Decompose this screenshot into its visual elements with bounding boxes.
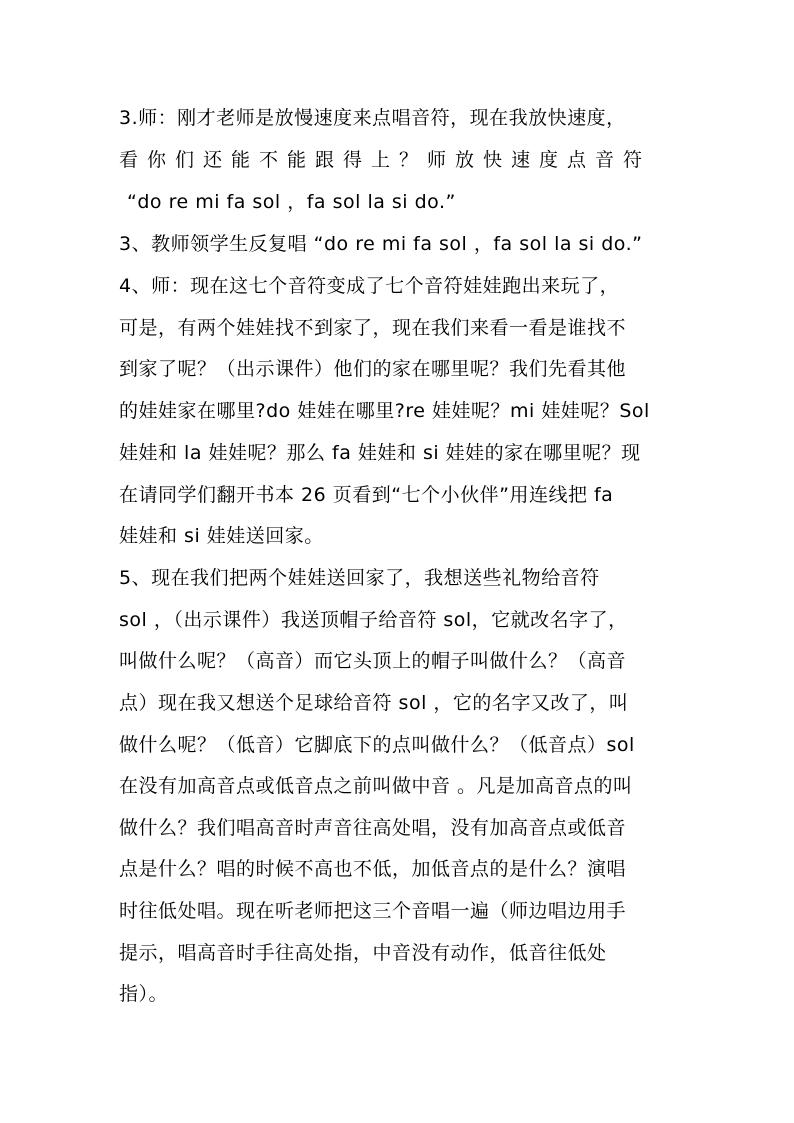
text-line-6: 可是，有两个娃娃找不到家了，现在我们来看一看是谁找不 xyxy=(119,317,627,339)
text-line-14: 叫做什么呢？（高音）而它头顶上的帽子叫做什么？（高音 xyxy=(119,650,627,672)
text-line-1: 3.师：刚才老师是放慢速度来点唱音符，现在我放快速度， xyxy=(119,107,626,129)
text-line-9: 娃娃和 la 娃娃呢？那么 fa 娃娃和 si 娃娃的家在哪里呢？现 xyxy=(119,442,641,464)
text-line-18: 做什么？我们唱高音时声音往高处唱，没有加高音点或低音 xyxy=(119,817,627,839)
text-line-19: 点是什么？唱的时候不高也不低，加低音点的是什么？演唱 xyxy=(119,858,627,880)
text-line-11: 娃娃和 si 娃娃送回家。 xyxy=(119,525,324,547)
text-line-21: 提示，唱高音时手往高处指，中音没有动作，低音往低处 xyxy=(119,942,607,964)
text-line-17: 在没有加高音点或低音点之前叫做中音 。凡是加高音点的叫 xyxy=(119,775,633,797)
text-line-20: 时往低处唱。现在听老师把这三个音唱一遍（师边唱边用手 xyxy=(119,900,627,922)
text-line-4: 3、教师领学生反复唱 “do re mi fa sol ，fa sol la si do.” xyxy=(119,233,643,255)
text-line-15: 点）现在我又想送个足球给音符 sol ，它的名字又改了，叫 xyxy=(119,692,629,714)
text-line-3: “do re mi fa sol ，fa sol la si do.” xyxy=(127,191,456,213)
text-line-16: 做什么呢？（低音）它脚底下的点叫做什么？（低音点）sol xyxy=(119,734,635,756)
text-line-12: 5、现在我们把两个娃娃送回家了，我想送些礼物给音符 xyxy=(119,567,600,589)
text-line-2: 看你们还能不能跟得上？师放快速度点音符 xyxy=(119,149,652,171)
text-line-10: 在请同学们翻开书本 26 页看到“七个小伙伴”用连线把 fa xyxy=(119,484,614,506)
text-line-8: 的娃娃家在哪里?do 娃娃在哪里?re 娃娃呢？mi 娃娃呢？Sol xyxy=(119,400,650,422)
text-line-13: sol ，（出示课件）我送顶帽子给音符 sol，它就改名字了， xyxy=(119,609,628,631)
text-line-7: 到家了呢？（出示课件）他们的家在哪里呢？我们先看其他 xyxy=(119,358,627,380)
text-line-22: 指）。 xyxy=(119,983,169,1005)
text-line-5: 4、师：现在这七个音符变成了七个音符娃娃跑出来玩了， xyxy=(119,275,620,297)
